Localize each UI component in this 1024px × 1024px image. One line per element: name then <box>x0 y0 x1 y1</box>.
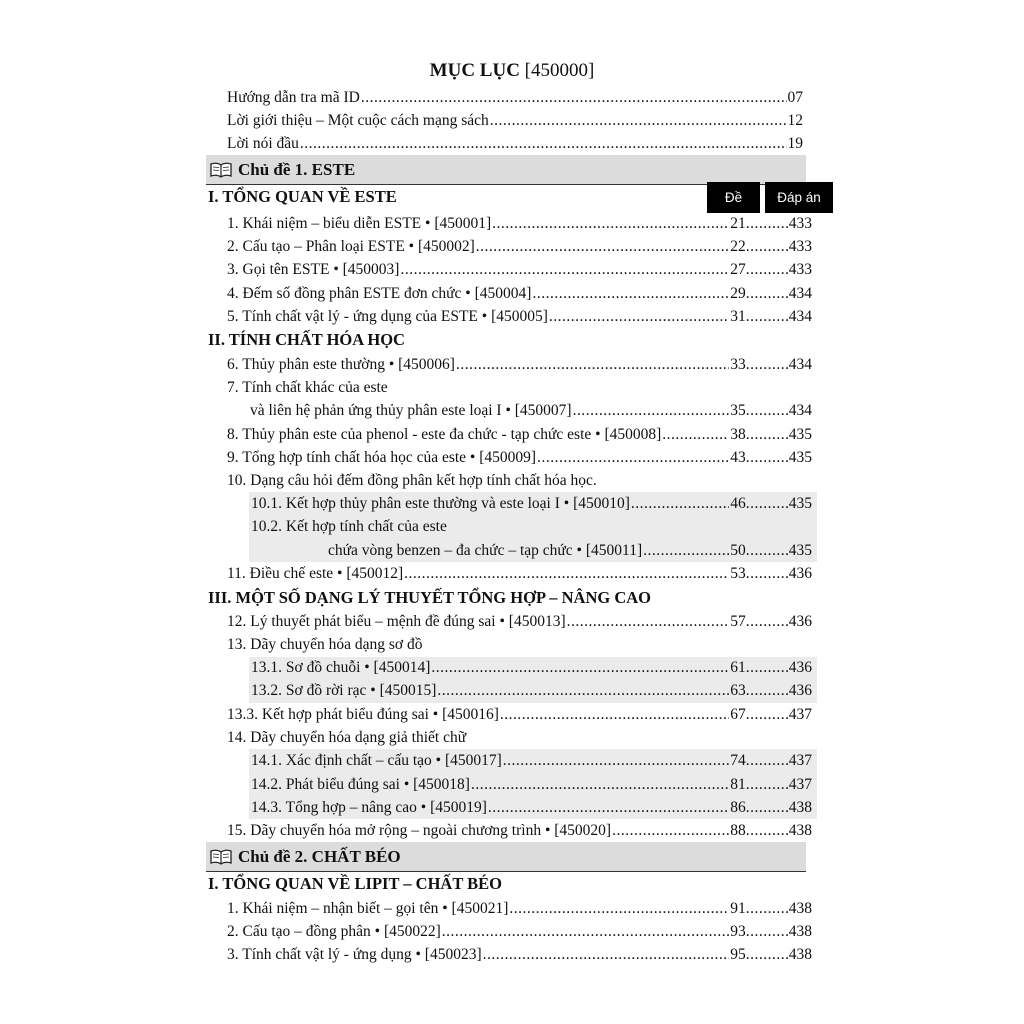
dot-leader <box>612 820 729 842</box>
toc-entry[interactable] <box>227 236 812 258</box>
entry-title: Lời giới thiệu – Một cuộc cách mạng sách <box>227 112 489 129</box>
entry-title: 13.1. Sơ đồ chuỗi • [450014] <box>251 659 431 676</box>
dot-leader <box>746 213 789 235</box>
answer-page-number: 438 <box>788 799 812 816</box>
entry-title: 3. Gọi tên ESTE • [450003] <box>227 261 400 278</box>
dot-leader <box>500 704 729 726</box>
page-number: 12 <box>787 112 803 129</box>
dot-leader <box>509 898 729 920</box>
answer-page-number: 434 <box>788 285 812 302</box>
entry-title: 10. Dạng câu hỏi đếm đồng phân kết hợp tính chất hóa học. <box>227 472 597 489</box>
dot-leader <box>567 611 730 633</box>
dot-leader <box>400 259 729 281</box>
dot-leader <box>476 236 729 258</box>
dot-leader <box>746 424 789 446</box>
dot-leader <box>431 657 729 679</box>
answer-page-number: 433 <box>788 238 812 255</box>
dot-leader <box>746 611 789 633</box>
dot-leader <box>488 797 729 819</box>
answer-page-number: 434 <box>788 308 812 325</box>
page-number: 86 <box>730 799 746 816</box>
page-number: 07 <box>787 89 803 106</box>
page-number: 61 <box>730 659 746 676</box>
section-heading: II. TÍNH CHẤT HÓA HỌC <box>208 330 405 349</box>
answer-page-number: 438 <box>788 822 812 839</box>
dot-leader <box>662 424 729 446</box>
answer-page-number: 438 <box>788 900 812 917</box>
page-number: 33 <box>730 356 746 373</box>
dot-leader <box>746 306 789 328</box>
page-number: 88 <box>730 822 746 839</box>
entry-title: 13.2. Sơ đồ rời rạc • [450015] <box>251 682 437 699</box>
dot-leader <box>537 447 729 469</box>
answer-page-number: 434 <box>788 356 812 373</box>
dot-leader <box>746 563 789 585</box>
answer-page-number: 438 <box>788 923 812 940</box>
answer-page-number: 436 <box>788 565 812 582</box>
entry-title: 6. Thủy phân este thường • [450006] <box>227 356 455 373</box>
dot-leader <box>746 540 789 562</box>
entry-title: chứa vòng benzen – đa chức – tạp chức • [450011] <box>328 542 643 559</box>
page-number: 93 <box>730 923 746 940</box>
entry-title: 13. Dãy chuyển hóa dạng sơ đồ <box>227 636 423 653</box>
dot-leader <box>746 259 789 281</box>
answer-page-number: 435 <box>788 495 812 512</box>
toc-entry[interactable] <box>251 774 812 796</box>
page-number: 29 <box>730 285 746 302</box>
toc-entry[interactable] <box>227 470 812 492</box>
toc-entry[interactable] <box>251 797 812 819</box>
entry-title: 9. Tổng hợp tính chất hóa học của este • [450009] <box>227 449 537 466</box>
entry-title: 8. Thủy phân este của phenol - este đa chức - tạp chức este • [450008] <box>227 426 662 443</box>
toc-entry[interactable] <box>251 516 812 538</box>
dot-leader <box>746 283 789 305</box>
entry-title: 14. Dãy chuyển hóa dạng giả thiết chữ <box>227 729 467 746</box>
toc-entry[interactable] <box>227 377 812 399</box>
page-number: 43 <box>730 449 746 466</box>
dot-leader <box>746 797 789 819</box>
dot-leader <box>471 774 729 796</box>
dot-leader <box>746 820 789 842</box>
page-number: 31 <box>730 308 746 325</box>
toc-entry[interactable] <box>227 611 812 633</box>
toc-entry[interactable] <box>227 259 812 281</box>
dot-leader <box>746 447 789 469</box>
dot-leader <box>746 704 789 726</box>
dot-leader <box>746 921 789 943</box>
answer-page-number: 436 <box>788 613 812 630</box>
toc-entry[interactable] <box>251 657 812 679</box>
entry-title: 15. Dãy chuyển hóa mở rộng – ngoài chương trình • [450020] <box>227 822 612 839</box>
page-number: 74 <box>730 752 746 769</box>
dot-leader <box>483 944 730 966</box>
page-number: 38 <box>730 426 746 443</box>
dot-leader <box>442 921 729 943</box>
answer-page-number: 435 <box>788 542 812 559</box>
toc-entry[interactable] <box>251 750 812 772</box>
toc-entry[interactable] <box>227 354 812 376</box>
dot-leader <box>300 133 787 155</box>
entry-title: 12. Lý thuyết phát biểu – mệnh đề đúng sai • [450013] <box>227 613 566 630</box>
page-number: 46 <box>730 495 746 512</box>
page-number: 57 <box>730 613 746 630</box>
toc-intro-line[interactable] <box>227 133 803 155</box>
entry-title: 4. Đếm số đồng phân ESTE đơn chức • [450004] <box>227 285 532 302</box>
dot-leader <box>549 306 729 328</box>
answer-page-number: 437 <box>788 752 812 769</box>
page-number: 19 <box>787 135 803 152</box>
toc-entry[interactable] <box>227 704 812 726</box>
dot-leader <box>746 944 789 966</box>
dot-leader <box>746 400 789 422</box>
toc-entry[interactable] <box>227 921 812 943</box>
answer-page-number: 437 <box>788 776 812 793</box>
page-title: MỤC LỤC [450000] <box>429 60 595 81</box>
toc-entry[interactable] <box>250 400 812 422</box>
toc-entry[interactable] <box>227 898 812 920</box>
entry-title: 11. Điều chế este • [450012] <box>227 565 404 582</box>
dot-leader <box>404 563 729 585</box>
entry-title: 2. Cấu tạo – đồng phân • [450022] <box>227 923 441 940</box>
dot-leader <box>490 110 787 132</box>
page-number: 27 <box>730 261 746 278</box>
chapter-heading <box>206 842 806 872</box>
entry-title: 3. Tính chất vật lý - ứng dụng • [450023] <box>227 946 482 963</box>
entry-title: 13.3. Kết hợp phát biểu đúng sai • [450016] <box>227 706 499 723</box>
toc-entry[interactable] <box>227 727 812 749</box>
dot-leader <box>746 354 789 376</box>
entry-title: 2. Cấu tạo – Phân loại ESTE • [450002] <box>227 238 475 255</box>
page-number: 95 <box>730 946 746 963</box>
answer-page-number: 436 <box>788 682 812 699</box>
page-number: 63 <box>730 682 746 699</box>
entry-title: 10.2. Kết hợp tính chất của este <box>251 518 447 535</box>
dot-leader <box>631 493 729 515</box>
section-heading: I. TỔNG QUAN VỀ LIPIT – CHẤT BÉO <box>208 874 503 893</box>
answer-page-number: 438 <box>788 946 812 963</box>
page-number: 50 <box>730 542 746 559</box>
section-heading: I. TỔNG QUAN VỀ ESTE <box>208 187 397 206</box>
toc-entry[interactable] <box>251 493 812 515</box>
chapter-title: Chủ đề 2. CHẤT BÉO <box>238 847 401 866</box>
entry-title: Hướng dẫn tra mã ID <box>227 89 360 106</box>
entry-title: 14.3. Tổng hợp – nâng cao • [450019] <box>251 799 487 816</box>
toc-entry[interactable] <box>227 634 812 656</box>
entry-title: 5. Tính chất vật lý - ứng dụng của ESTE • [450005] <box>227 308 548 325</box>
dot-leader <box>746 493 789 515</box>
toc-intro-line[interactable] <box>227 87 803 109</box>
dot-leader <box>643 540 729 562</box>
entry-title: 14.1. Xác định chất – cấu tạo • [450017] <box>251 752 502 769</box>
dot-leader <box>492 213 729 235</box>
book-icon <box>210 849 232 865</box>
page-number: 81 <box>730 776 746 793</box>
toc-entry[interactable] <box>227 424 812 446</box>
toc-entry[interactable] <box>227 306 812 328</box>
dot-leader <box>746 774 789 796</box>
dot-leader <box>361 87 787 109</box>
dot-leader <box>746 750 789 772</box>
dot-leader <box>456 354 729 376</box>
answer-page-number: 433 <box>788 261 812 278</box>
chapter-heading <box>206 155 806 185</box>
toc-entry[interactable] <box>227 944 812 966</box>
toc-entry[interactable] <box>328 540 812 562</box>
column-header-dap-an: Đáp án <box>765 182 833 213</box>
dot-leader <box>437 680 729 702</box>
entry-title: và liên hệ phản ứng thủy phân este loại I • [450007] <box>250 402 572 419</box>
answer-page-number: 436 <box>788 659 812 676</box>
dot-leader <box>532 283 729 305</box>
chapter-title: Chủ đề 1. ESTE <box>238 160 356 179</box>
entry-title: 7. Tính chất khác của este <box>227 379 388 396</box>
toc-entry[interactable] <box>227 820 812 842</box>
dot-leader <box>746 898 789 920</box>
answer-page-number: 435 <box>788 449 812 466</box>
page-number: 67 <box>730 706 746 723</box>
entry-title: 1. Khái niệm – nhận biết – gọi tên • [450021] <box>227 900 509 917</box>
entry-title: Lời nói đầu <box>227 135 299 152</box>
page-number: 22 <box>730 238 746 255</box>
dot-leader <box>746 236 789 258</box>
entry-title: 1. Khái niệm – biểu diễn ESTE • [450001] <box>227 215 492 232</box>
answer-page-number: 435 <box>788 426 812 443</box>
column-header-de: Đề <box>707 182 760 213</box>
dot-leader <box>746 657 789 679</box>
answer-page-number: 433 <box>788 215 812 232</box>
toc-entry[interactable] <box>227 213 812 235</box>
dot-leader <box>573 400 730 422</box>
dot-leader <box>746 680 789 702</box>
answer-page-number: 434 <box>788 402 812 419</box>
page-number: 21 <box>730 215 746 232</box>
toc-entry[interactable] <box>227 283 812 305</box>
entry-title: 10.1. Kết hợp thủy phân este thường và este loại I • [450010] <box>251 495 630 512</box>
section-heading: III. MỘT SỐ DẠNG LÝ THUYẾT TỔNG HỢP – NÂNG CAO <box>208 588 651 607</box>
toc-entry[interactable] <box>251 680 812 702</box>
book-icon <box>210 162 232 178</box>
toc-intro-line[interactable] <box>227 110 803 132</box>
entry-title: 14.2. Phát biểu đúng sai • [450018] <box>251 776 470 793</box>
page-number: 35 <box>730 402 746 419</box>
answer-page-number: 437 <box>788 706 812 723</box>
page-number: 91 <box>730 900 746 917</box>
dot-leader <box>503 750 729 772</box>
toc-entry[interactable] <box>227 447 812 469</box>
toc-entry[interactable] <box>227 563 812 585</box>
page-number: 53 <box>730 565 746 582</box>
